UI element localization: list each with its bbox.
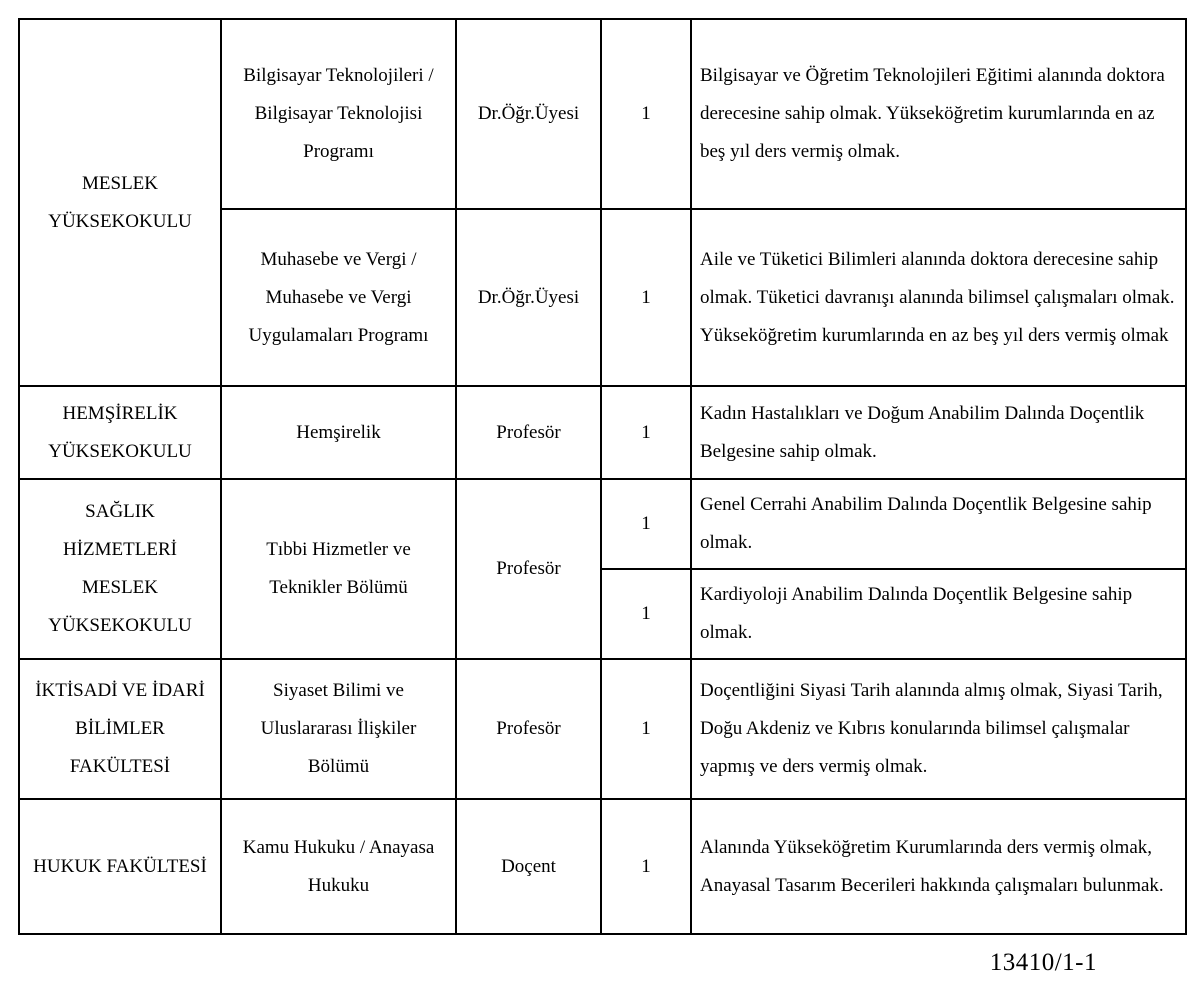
title-cell: Profesör (456, 659, 601, 799)
requirement-cell: Bilgisayar ve Öğretim Teknolojileri Eğitimi alanında doktora derecesine sahip olmak. Yükseköğretim kurumlarında en az beş yıl ders vermiş olmak. (691, 19, 1186, 209)
unit-cell: İKTİSADİ VE İDARİ BİLİMLER FAKÜLTESİ (19, 659, 221, 799)
table-row (19, 19, 1186, 209)
unit-cell: SAĞLIK HİZMETLERİ MESLEK YÜKSEKOKULU (19, 479, 221, 659)
program-cell: Kamu Hukuku / Anayasa Hukuku (221, 799, 456, 934)
title-cell: Dr.Öğr.Üyesi (456, 19, 601, 209)
table-row (19, 799, 1186, 934)
title-cell: Doçent (456, 799, 601, 934)
count-cell: 1 (601, 799, 691, 934)
program-cell: Muhasebe ve Vergi / Muhasebe ve Vergi Uygulamaları Programı (221, 209, 456, 386)
requirement-cell: Kardiyoloji Anabilim Dalında Doçentlik Belgesine sahip olmak. (691, 569, 1186, 659)
program-cell: Hemşirelik (221, 386, 456, 479)
requirement-cell: Genel Cerrahi Anabilim Dalında Doçentlik Belgesine sahip olmak. (691, 479, 1186, 569)
requirement-cell: Aile ve Tüketici Bilimleri alanında doktora derecesine sahip olmak. Tüketici davranışı alanında bilimsel çalışmaları olmak. Yükseköğretim kurumlarında en az beş yıl ders vermiş olmak (691, 209, 1186, 386)
count-cell: 1 (601, 209, 691, 386)
title-cell: Profesör (456, 479, 601, 659)
table-row (19, 386, 1186, 479)
count-cell: 1 (601, 569, 691, 659)
title-cell: Dr.Öğr.Üyesi (456, 209, 601, 386)
footer-reference: 13410/1-1 (989, 949, 1097, 976)
count-cell: 1 (601, 659, 691, 799)
program-cell: Siyaset Bilimi ve Uluslararası İlişkiler Bölümü (221, 659, 456, 799)
count-cell: 1 (601, 386, 691, 479)
program-cell: Bilgisayar Teknolojileri / Bilgisayar Teknolojisi Programı (221, 19, 456, 209)
requirement-cell: Alanında Yükseköğretim Kurumlarında ders vermiş olmak, Anayasal Tasarım Becerileri hakkında çalışmaları bulunmak. (691, 799, 1186, 934)
table-row (19, 479, 1186, 569)
table-row (19, 659, 1186, 799)
requirement-cell: Kadın Hastalıkları ve Doğum Anabilim Dalında Doçentlik Belgesine sahip olmak. (691, 386, 1186, 479)
program-cell: Tıbbi Hizmetler ve Teknikler Bölümü (221, 479, 456, 659)
unit-cell: HUKUK FAKÜLTESİ (19, 799, 221, 934)
count-cell: 1 (601, 479, 691, 569)
unit-cell: HEMŞİRELİK YÜKSEKOKULU (19, 386, 221, 479)
announcement-table (18, 18, 1187, 935)
count-cell: 1 (601, 19, 691, 209)
title-cell: Profesör (456, 386, 601, 479)
requirement-cell: Doçentliğini Siyasi Tarih alanında almış olmak, Siyasi Tarih, Doğu Akdeniz ve Kıbrıs konularında bilimsel çalışmalar yapmış ve ders vermiş olmak. (691, 659, 1186, 799)
unit-cell: MESLEK YÜKSEKOKULU (19, 19, 221, 386)
